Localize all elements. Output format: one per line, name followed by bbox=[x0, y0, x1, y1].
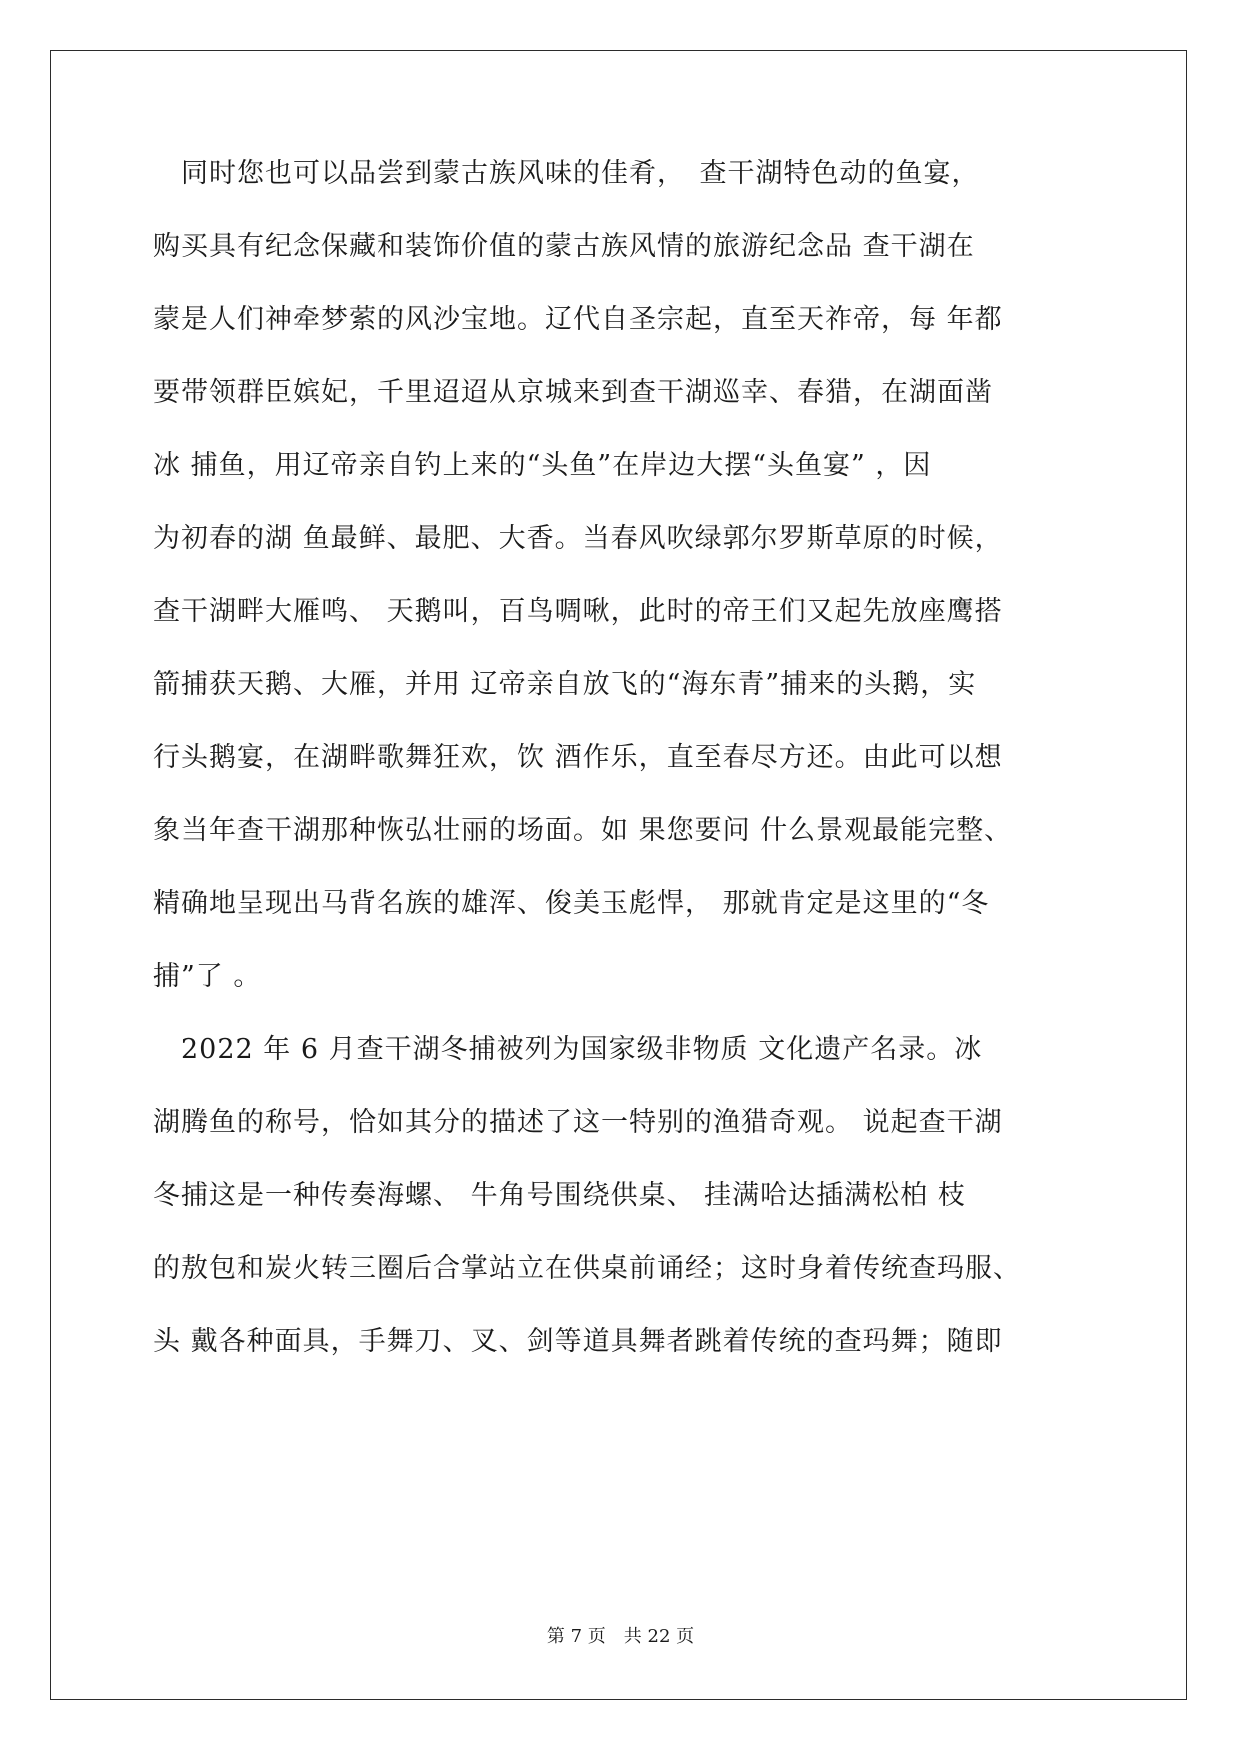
page-number-footer: 第 7 页 共 22 页 bbox=[546, 1626, 695, 1647]
text-line: 同时您也可以品尝到蒙古族风味的佳肴， 查干湖特色动的鱼宴， bbox=[153, 158, 980, 189]
text-line: 的敖包和炭火转三圈后合掌站立在供桌前诵经；这时身着传统查玛服、 bbox=[153, 1253, 1021, 1284]
text-line: 湖腾鱼的称号，恰如其分的描述了这一特别的渔猎奇观。 说起查干湖 bbox=[153, 1107, 1003, 1138]
text-line: 查干湖畔大雁鸣、 天鹅叫，百鸟啁啾，此时的帝王们又起先放座鹰搭 bbox=[153, 596, 1003, 627]
text-line: 冰 捕鱼，用辽帝亲自钓上来的“头鱼”在岸边大摆“头鱼宴” ，因 bbox=[153, 450, 932, 481]
page-border bbox=[50, 50, 1187, 1700]
text-line: 精确地呈现出马背名族的雄浑、俊美玉彪悍， 那就肯定是这里的“冬 bbox=[153, 888, 990, 919]
text-line: 捕”了 。 bbox=[153, 961, 262, 992]
text-line: 为初春的湖 鱼最鲜、最肥、大香。当春风吹绿郭尔罗斯草原的时候， bbox=[153, 523, 1003, 554]
text-line: 象当年查干湖那种恢弘壮丽的场面。如 果您要问 什么景观最能完整、 bbox=[153, 815, 1013, 846]
text-line: 冬捕这是一种传奏海螺、 牛角号围绕供桌、 挂满哈达插满松柏 枝 bbox=[153, 1180, 966, 1211]
text-line: 蒙是人们神牵梦萦的风沙宝地。辽代自圣宗起，直至天祚帝，每 年都 bbox=[153, 304, 1003, 335]
text-line: 头 戴各种面具，手舞刀、叉、剑等道具舞者跳着传统的查玛舞；随即 bbox=[153, 1326, 1003, 1357]
text-line: 购买具有纪念保藏和装饰价值的蒙古族风情的旅游纪念品 查干湖在 bbox=[153, 231, 975, 262]
text-line: 要带领群臣嫔妃，千里迢迢从京城来到查干湖巡幸、春猎，在湖面凿 bbox=[153, 377, 993, 408]
text-line: 箭捕获天鹅、大雁，并用 辽帝亲自放飞的“海东青”捕来的头鹅，实 bbox=[153, 669, 977, 700]
text-line: 行头鹅宴，在湖畔歌舞狂欢，饮 酒作乐，直至春尽方还。由此可以想 bbox=[153, 742, 1003, 773]
text-line: 2022 年 6 月查干湖冬捕被列为国家级非物质 文化遗产名录。冰 bbox=[153, 1034, 983, 1065]
